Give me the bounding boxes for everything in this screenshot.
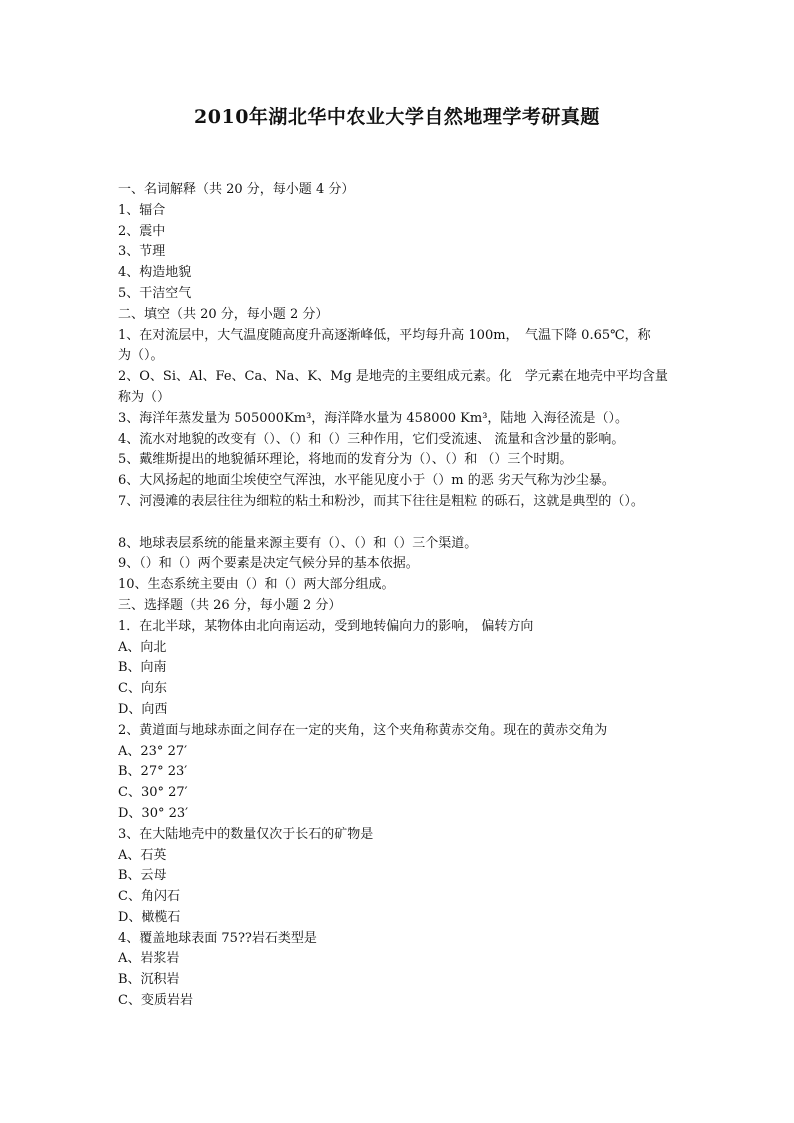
question-line: 1、在对流层中，大气温度随高度升高逐渐峰低，平均每升高 100m， 气温下降 0.65℃，称 <box>118 327 651 343</box>
question-line: 7、河漫滩的表层往往为细粒的粘土和粉沙，而其下往往是粗粒 的砾石，这就是典型的（）。 <box>118 493 644 509</box>
option-line: C、变质岩岩 <box>118 993 193 1009</box>
blank-line <box>118 513 688 534</box>
question-line: 5、戴维斯提出的地貌循环理论，将地而的发育分为（）、（）和 （）三个时期。 <box>118 452 573 468</box>
section-heading-choice: 三、选择题（共 26 分，每小题 2 分） <box>118 597 342 613</box>
option-line: D、30° 23′ <box>118 805 189 821</box>
option-line: D、橄榄石 <box>118 909 181 925</box>
option-line: B、云母 <box>118 868 167 884</box>
question-line: 称为（） <box>118 389 171 405</box>
question-line: 4、覆盖地球表面 75??岩石类型是 <box>118 930 317 946</box>
document-title: 2010年湖北华中农业大学自然地理学考研真题 <box>194 106 600 128</box>
question-line: 4、流水对地貌的改变有（）、（）和（）三种作用，它们受流速、 流量和含沙量的影响。 <box>118 431 625 447</box>
question-line: 6、大风扬起的地面尘埃使空气浑浊，水平能见度小于（）m 的恶 劣天气称为沙尘暴。 <box>118 473 615 489</box>
option-line: B、27° 23′ <box>118 764 188 780</box>
option-line: C、30° 27′ <box>118 785 188 801</box>
question-line: 9、（）和（）两个要素是决定气候分异的基本依据。 <box>118 556 419 572</box>
option-line: C、角闪石 <box>118 889 180 905</box>
document-body <box>118 180 688 1012</box>
option-line: A、向北 <box>118 639 167 655</box>
question-line: 10、生态系统主要由（）和（）两大部分组成。 <box>118 577 395 593</box>
question-line: 8、地球表层系统的能量来源主要有（）、（）和（）三个渠道。 <box>118 535 478 551</box>
option-line: A、岩浆岩 <box>118 951 180 967</box>
option-line: A、23° 27′ <box>118 743 188 759</box>
question-line: 为（）。 <box>118 348 164 364</box>
option-line: C、向东 <box>118 681 167 697</box>
term-item: 5、干洁空气 <box>118 285 192 301</box>
question-line: 2、黄道面与地球赤面之间存在一定的夹角，这个夹角称黄赤交角。现在的黄赤交角为 <box>118 722 608 738</box>
term-item: 1、辐合 <box>118 202 166 218</box>
question-line: 3、海洋年蒸发量为 505000Km³，海洋降水量为 458000 Km³，陆地 入海径流是（）。 <box>118 410 629 426</box>
option-line: D、向西 <box>118 701 168 717</box>
term-item: 4、构造地貌 <box>118 265 192 281</box>
question-line: 1．在北半球，某物体由北向南运动，受到地转偏向力的影响， 偏转方向 <box>118 618 534 634</box>
question-line: 2、O、Si、Al、Fe、Ca、Na、K、Mg 是地壳的主要组成元素。化 学元素在地壳中平均含量 <box>118 369 668 385</box>
option-line: B、沉积岩 <box>118 972 180 988</box>
term-item: 3、节理 <box>118 244 166 260</box>
term-item: 2、震中 <box>118 223 166 239</box>
option-line: B、向南 <box>118 660 167 676</box>
section-heading-terms: 一、名词解释（共 20 分，每小题 4 分） <box>118 182 355 197</box>
option-line: A、石英 <box>118 847 167 863</box>
question-line: 3、在大陆地壳中的数量仅次于长石的矿物是 <box>118 826 374 842</box>
section-heading-fill-blank: 二、填空（共 20 分，每小题 2 分） <box>118 306 329 322</box>
